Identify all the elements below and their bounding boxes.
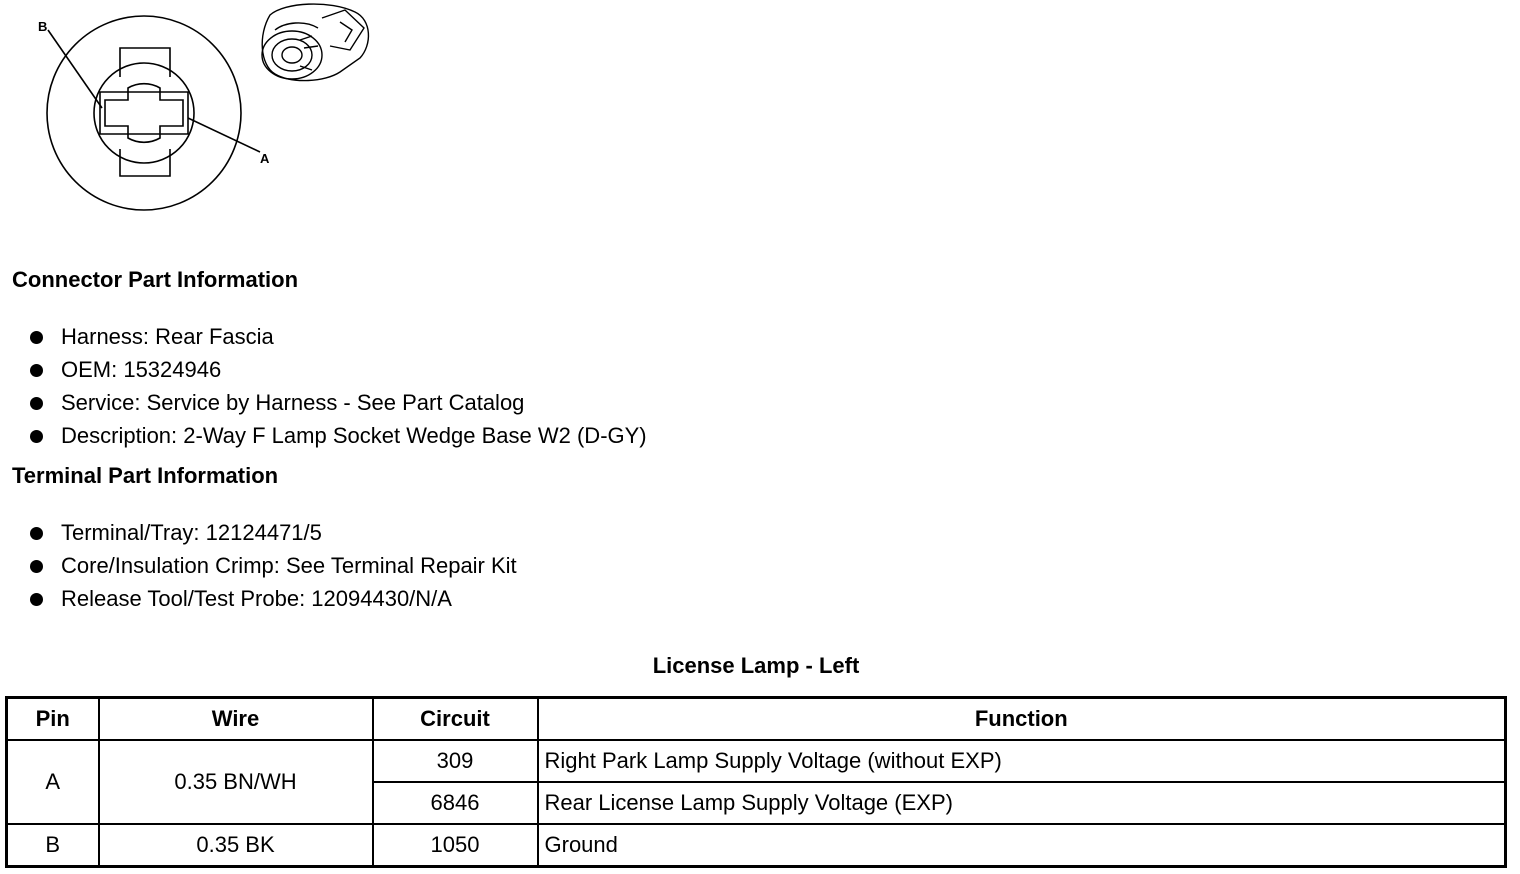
bullet-icon: [30, 593, 43, 606]
connector-face-view: [47, 16, 260, 210]
connector-part-info-list: [30, 320, 647, 452]
leader-line-a: [188, 118, 260, 152]
list-item: [30, 353, 647, 386]
terminal-part-info-list: [30, 516, 517, 615]
list-item: [30, 549, 517, 582]
list-item-text: Service: Service by Harness - See Part Catalog: [61, 390, 525, 415]
column-header-function: Function: [538, 698, 1506, 741]
connector-part-info-heading: Connector Part Information: [12, 267, 299, 292]
list-item-text: OEM: 15324946: [61, 357, 222, 382]
leader-line-b: [48, 30, 102, 108]
connector-diagram: [0, 0, 380, 225]
table-row: [7, 740, 1506, 782]
list-item-text: Terminal/Tray: 12124471/5: [61, 520, 322, 545]
connector-perspective-view: [262, 4, 368, 81]
pin-cell: A: [7, 740, 99, 824]
bullet-icon: [30, 331, 43, 344]
list-item-text: Release Tool/Test Probe: 12094430/N/A: [61, 586, 452, 611]
bullet-icon: [30, 430, 43, 443]
wire-cell: 0.35 BK: [99, 824, 373, 867]
circuit-cell: 309: [373, 740, 538, 782]
list-item: [30, 582, 517, 615]
pin-cell: B: [7, 824, 99, 867]
function-cell: Rear License Lamp Supply Voltage (EXP): [538, 782, 1506, 824]
column-header-wire: Wire: [99, 698, 373, 741]
list-item: [30, 320, 647, 353]
list-item-text: Description: 2-Way F Lamp Socket Wedge Base W2 (D-GY): [61, 423, 647, 448]
circuit-cell: 1050: [373, 824, 538, 867]
table-title: License Lamp - Left: [652, 653, 860, 678]
column-header-pin: Pin: [7, 698, 99, 741]
function-cell: Right Park Lamp Supply Voltage (without EXP): [538, 740, 1506, 782]
column-header-circuit: Circuit: [373, 698, 538, 741]
terminal-part-info-heading: Terminal Part Information: [12, 463, 279, 488]
circuit-cell: 6846: [373, 782, 538, 824]
wire-cell: 0.35 BN/WH: [99, 740, 373, 824]
list-item: [30, 516, 517, 549]
pin-label-a: A: [260, 151, 270, 166]
list-item-text: Harness: Rear Fascia: [61, 324, 274, 349]
pin-label-b: B: [38, 19, 48, 34]
table-header-row: [7, 698, 1506, 741]
bullet-icon: [30, 527, 43, 540]
table-row: [7, 824, 1506, 867]
bullet-icon: [30, 397, 43, 410]
list-item-text: Core/Insulation Crimp: See Terminal Repair Kit: [61, 553, 517, 578]
list-item: [30, 386, 647, 419]
function-cell: Ground: [538, 824, 1506, 867]
pin-table: [5, 696, 1507, 868]
bullet-icon: [30, 560, 43, 573]
bullet-icon: [30, 364, 43, 377]
list-item: [30, 419, 647, 452]
